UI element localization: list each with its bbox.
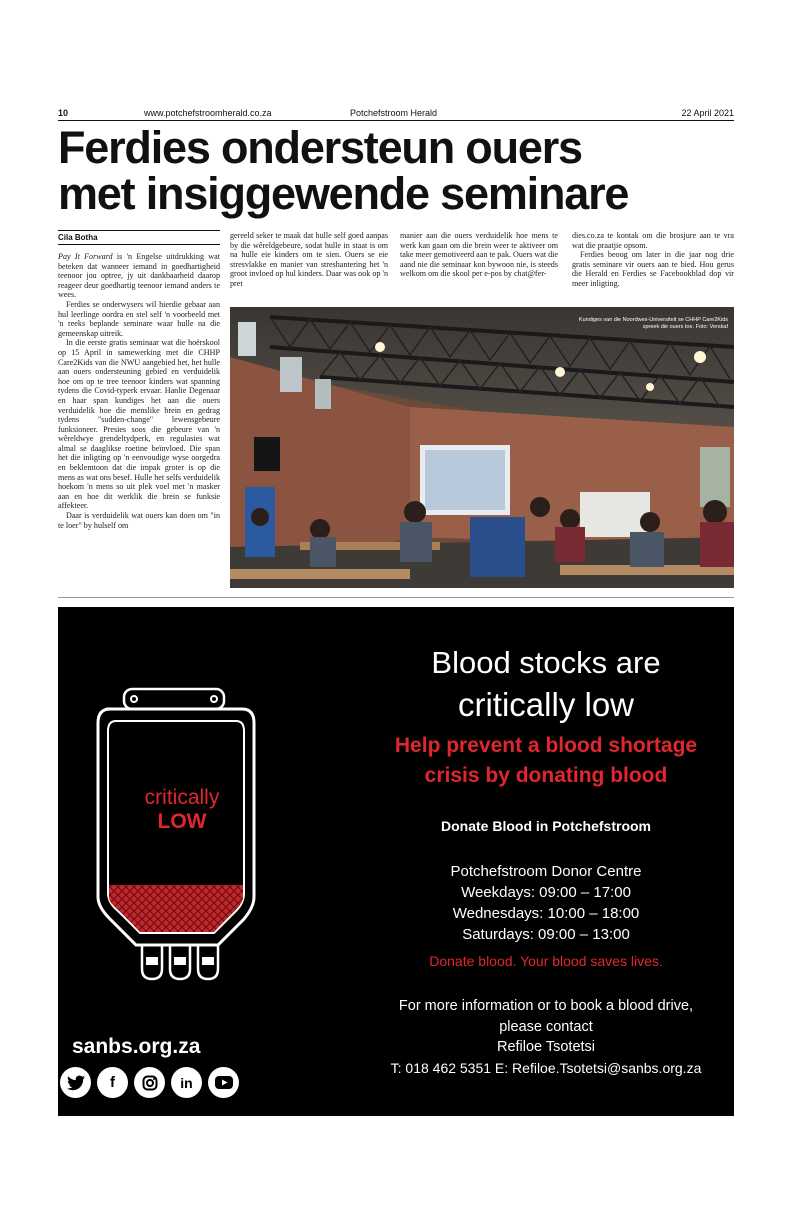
intro-italic: Pay It Forward xyxy=(58,252,113,261)
donate-heading: Donate Blood in Potchefstroom xyxy=(441,818,651,834)
linkedin-icon[interactable]: in xyxy=(171,1067,202,1098)
hours-weekdays: Weekdays: 09:00 – 17:00 xyxy=(461,884,631,901)
column-4-paragraph-1: dies.co.za te kontak om die brosjure aan te vra wat die praatjie opsom. xyxy=(572,231,734,250)
paragraph-3: In die eerste gratis seminaar wat die hoërskool op 15 April in samewerking met die CHHP Care2Kids van die NWU aangebied het, het hulle aan ouers ondersteuning gebied en verduidelik hoe om op te tree teenoor kinders wat spanning tydens die Covid-typerk ervaar. Hanlie Degenaar en haar span kundiges het aan die ouers verduidelik hoe die menslike brein en gedrag tydens "sudden-change" lewensgebeure funksioneer. Presies soos die gebeure van 'n wêreldwye grendeltydperk, en regulasies wat almal se daaglikse roetine beïnvloed. Die span het die inligting op 'n eenvoudige wyse oorgedra en beklemtoon dat die impak groter is op die mens as wat ons besef. Hulle het selfs verduidelik hoekom 'n mens so uit plek voel met 'n masker aan en hoe dit werklik die brein se funksie affekteer. xyxy=(58,338,220,511)
article-photo xyxy=(230,307,734,588)
headline-line-1: Ferdies ondersteun ouers xyxy=(58,122,582,173)
ad-subtitle-line-1: Help prevent a blood shortage xyxy=(394,734,698,757)
paragraph-1 xyxy=(58,252,220,300)
info-line-2: please contact xyxy=(499,1018,593,1035)
article-column-3 xyxy=(400,231,558,279)
paragraph-1-text: is 'n Engelse uitdrukking wat beteken dat wanneer iemand in goedhartigheid teenoor jou optree, jy uit dankbaarheid daarop reageer deur goedhartig teenoor iemand anders te wees. xyxy=(58,252,220,300)
ad-tagline: Donate blood. Your blood saves lives. xyxy=(429,953,663,969)
contact-info xyxy=(358,996,734,1078)
column-3-text: manier aan die ouers verduidelik hoe mens te werk kan gaan om die brein weer te aktiveer om take meer gemotiveerd aan te pak. Ouers wat die aand nie die seminaar kon bywoon nie, is steeds welkom om die skool per e-pos by chat@fer- xyxy=(400,231,558,279)
article-column-1 xyxy=(58,252,220,530)
contact-name: Refiloe Tsotetsi xyxy=(496,1039,596,1055)
ad-title-line-2: critically low xyxy=(457,686,635,723)
page-folio xyxy=(58,108,734,122)
sanbs-website[interactable]: sanbs.org.za xyxy=(72,1035,201,1058)
blood-donation-advert xyxy=(58,607,734,1116)
publication-name: Potchefstroom Herald xyxy=(350,108,438,118)
hours-saturdays: Saturdays: 09:00 – 13:00 xyxy=(462,926,630,943)
byline: Cila Botha xyxy=(58,230,220,245)
bag-label-low: LOW xyxy=(157,810,207,833)
youtube-icon[interactable] xyxy=(208,1067,239,1098)
folio-rule xyxy=(58,120,734,121)
paragraph-2: Ferdies se onderwysers wil hierdie gebaar aan hul leerlinge oordra en stel self 'n voorbeeld met 'n reeks beplande seminare waar hulle na die gemeenskap uitreik. xyxy=(58,299,220,338)
bag-label-critically: critically xyxy=(144,786,220,809)
page-number: 10 xyxy=(58,108,69,118)
headline-line-2: met insiggewende seminare xyxy=(58,168,629,219)
seminar-hall-image xyxy=(230,307,734,588)
ad-subtitle xyxy=(358,731,734,791)
social-icons xyxy=(60,1067,239,1098)
issue-date: 22 April 2021 xyxy=(681,108,734,118)
contact-details[interactable]: T: 018 462 5351 E: Refiloe.Tsotetsi@sanbs.org.za xyxy=(390,1059,702,1076)
donor-centre-hours xyxy=(358,861,734,945)
instagram-icon[interactable] xyxy=(134,1067,165,1098)
ad-subtitle-line-2: crisis by donating blood xyxy=(424,764,668,787)
section-divider xyxy=(58,597,734,598)
article-column-2 xyxy=(230,231,388,289)
column-2-text: gereeld seker te maak dat hulle self goed aanpas by die wêreldgebeure, sodat hulle in staat is om na hulle eie kinders om te sien. Ouers se eie stresvlakke en manier van streshantering het 'n groot invloed op hul kinders. Daar was ook op 'n pret xyxy=(230,231,388,288)
article-column-4 xyxy=(572,231,734,289)
column-4-paragraph-2: Ferdies beoog om later in die jaar nog drie gratis seminare vir ouers aan te bied. Hou gerus die Herald en Ferdies se Facebookblad dop vir meer inligting. xyxy=(572,250,734,288)
ad-title-line-1: Blood stocks are xyxy=(431,645,661,680)
facebook-icon[interactable]: f xyxy=(97,1067,128,1098)
paragraph-4: Daar is verduidelik wat ouers kan doen om "in te loer" by hulself om xyxy=(58,511,220,530)
website-url[interactable]: www.potchefstroomherald.co.za xyxy=(144,108,272,118)
info-line-1: For more information or to book a blood drive, xyxy=(398,998,694,1014)
ad-title xyxy=(358,645,734,723)
twitter-icon[interactable] xyxy=(60,1067,91,1098)
hours-wednesdays: Wednesdays: 10:00 – 18:00 xyxy=(452,905,640,922)
donor-centre-name: Potchefstroom Donor Centre xyxy=(450,863,642,880)
photo-caption: Kundiges van die Noordwes-Universiteit se CHHP Care2Kids spreek die ouers toe. Foto: Verskaf xyxy=(578,317,728,330)
article-headline xyxy=(58,122,738,219)
